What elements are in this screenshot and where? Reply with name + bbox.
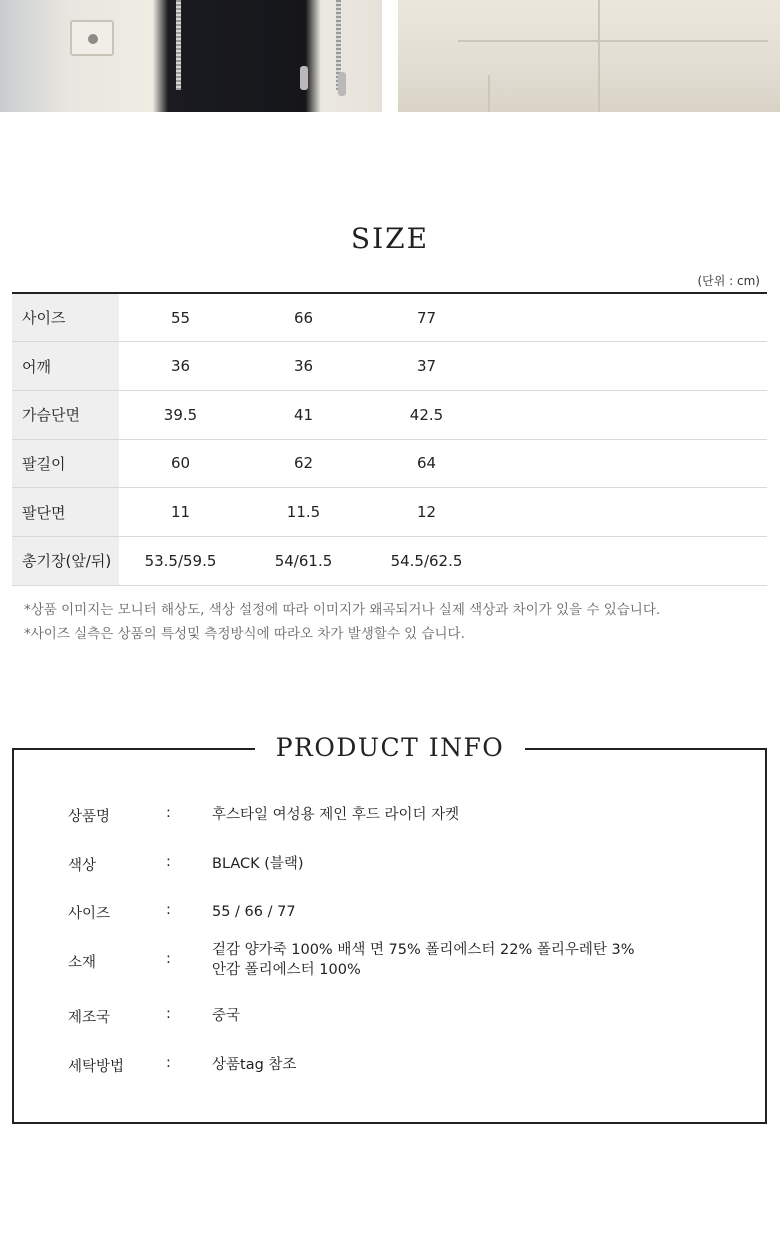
note-line: *상품 이미지는 모니터 해상도, 색상 설정에 따라 이미지가 왜곡되거나 실제 색상과 차이가 있을 수 있습니다. (24, 602, 661, 618)
table-row (12, 293, 767, 342)
zipper-pull (300, 66, 308, 90)
table-cell-empty (488, 439, 767, 488)
info-colon: : (166, 1006, 171, 1022)
table-cell: 36 (242, 342, 365, 391)
table-row (12, 342, 767, 391)
table-cell: 54/61.5 (242, 536, 365, 585)
jacket-zipper (176, 0, 181, 90)
table-cell: 53.5/59.5 (119, 536, 242, 585)
info-label: 상품명 (68, 809, 111, 825)
jacket-seam (488, 75, 490, 112)
product-photo-strip (0, 0, 780, 112)
pocket-snap-button (88, 34, 98, 44)
table-cell: 55 (119, 293, 242, 342)
jacket-seam (458, 40, 768, 42)
info-colon: : (166, 854, 171, 870)
jacket-back-detail-photo (398, 0, 780, 112)
row-header: 팔단면 (12, 488, 119, 537)
table-cell-empty (488, 342, 767, 391)
row-header: 어깨 (12, 342, 119, 391)
table-row (12, 536, 767, 585)
table-row (12, 439, 767, 488)
table-row (12, 488, 767, 537)
info-value: 후스타일 여성용 제인 후드 라이더 자켓 (212, 807, 460, 823)
info-label: 소재 (68, 955, 97, 971)
size-table (12, 292, 767, 586)
row-header: 가슴단면 (12, 390, 119, 439)
table-cell: 77 (365, 293, 488, 342)
unit-label: (단위 : cm) (697, 274, 760, 288)
size-section-title: SIZE (350, 222, 430, 255)
info-label: 세탁방법 (68, 1059, 125, 1075)
table-cell-empty (488, 488, 767, 537)
info-label: 사이즈 (68, 906, 111, 922)
table-cell: 60 (119, 439, 242, 488)
table-row (12, 390, 767, 439)
table-cell: 64 (365, 439, 488, 488)
info-value: 상품tag 참조 (212, 1057, 297, 1073)
row-header: 총기장(앞/뒤) (12, 536, 119, 585)
jacket-seam (598, 0, 600, 112)
table-cell: 39.5 (119, 390, 242, 439)
table-cell: 66 (242, 293, 365, 342)
size-notes (24, 598, 660, 646)
info-value: 중국 (212, 1008, 241, 1024)
info-colon: : (166, 805, 171, 821)
table-cell: 41 (242, 390, 365, 439)
table-cell: 54.5/62.5 (365, 536, 488, 585)
info-value: BLACK (블랙) (212, 856, 304, 872)
table-cell-empty (488, 390, 767, 439)
row-header: 팔길이 (12, 439, 119, 488)
zipper-pull (338, 72, 346, 96)
note-line: *사이즈 실측은 상품의 특성및 측정방식에 따라오 차가 발생할수 있 습니다. (24, 626, 465, 642)
table-cell: 62 (242, 439, 365, 488)
info-value (212, 940, 752, 980)
table-cell-empty (488, 536, 767, 585)
info-value-line: 안감 폴리에스터 100% (212, 962, 361, 978)
table-cell: 42.5 (365, 390, 488, 439)
info-value: 55 / 66 / 77 (212, 904, 296, 920)
jacket-front-detail-photo (0, 0, 382, 112)
table-cell: 11.5 (242, 488, 365, 537)
table-cell: 11 (119, 488, 242, 537)
row-header: 사이즈 (12, 293, 119, 342)
table-cell: 12 (365, 488, 488, 537)
info-colon: : (166, 902, 171, 918)
info-label: 제조국 (68, 1010, 111, 1026)
info-label: 색상 (68, 858, 97, 874)
table-cell: 37 (365, 342, 488, 391)
info-colon: : (166, 1055, 171, 1071)
info-value-line: 겉감 양가죽 100% 배색 면 75% 폴리에스터 22% 폴리우레탄 3% (212, 942, 635, 958)
table-cell: 36 (119, 342, 242, 391)
product-info-title: PRODUCT INFO (255, 728, 525, 768)
info-colon: : (166, 951, 171, 967)
table-cell-empty (488, 293, 767, 342)
